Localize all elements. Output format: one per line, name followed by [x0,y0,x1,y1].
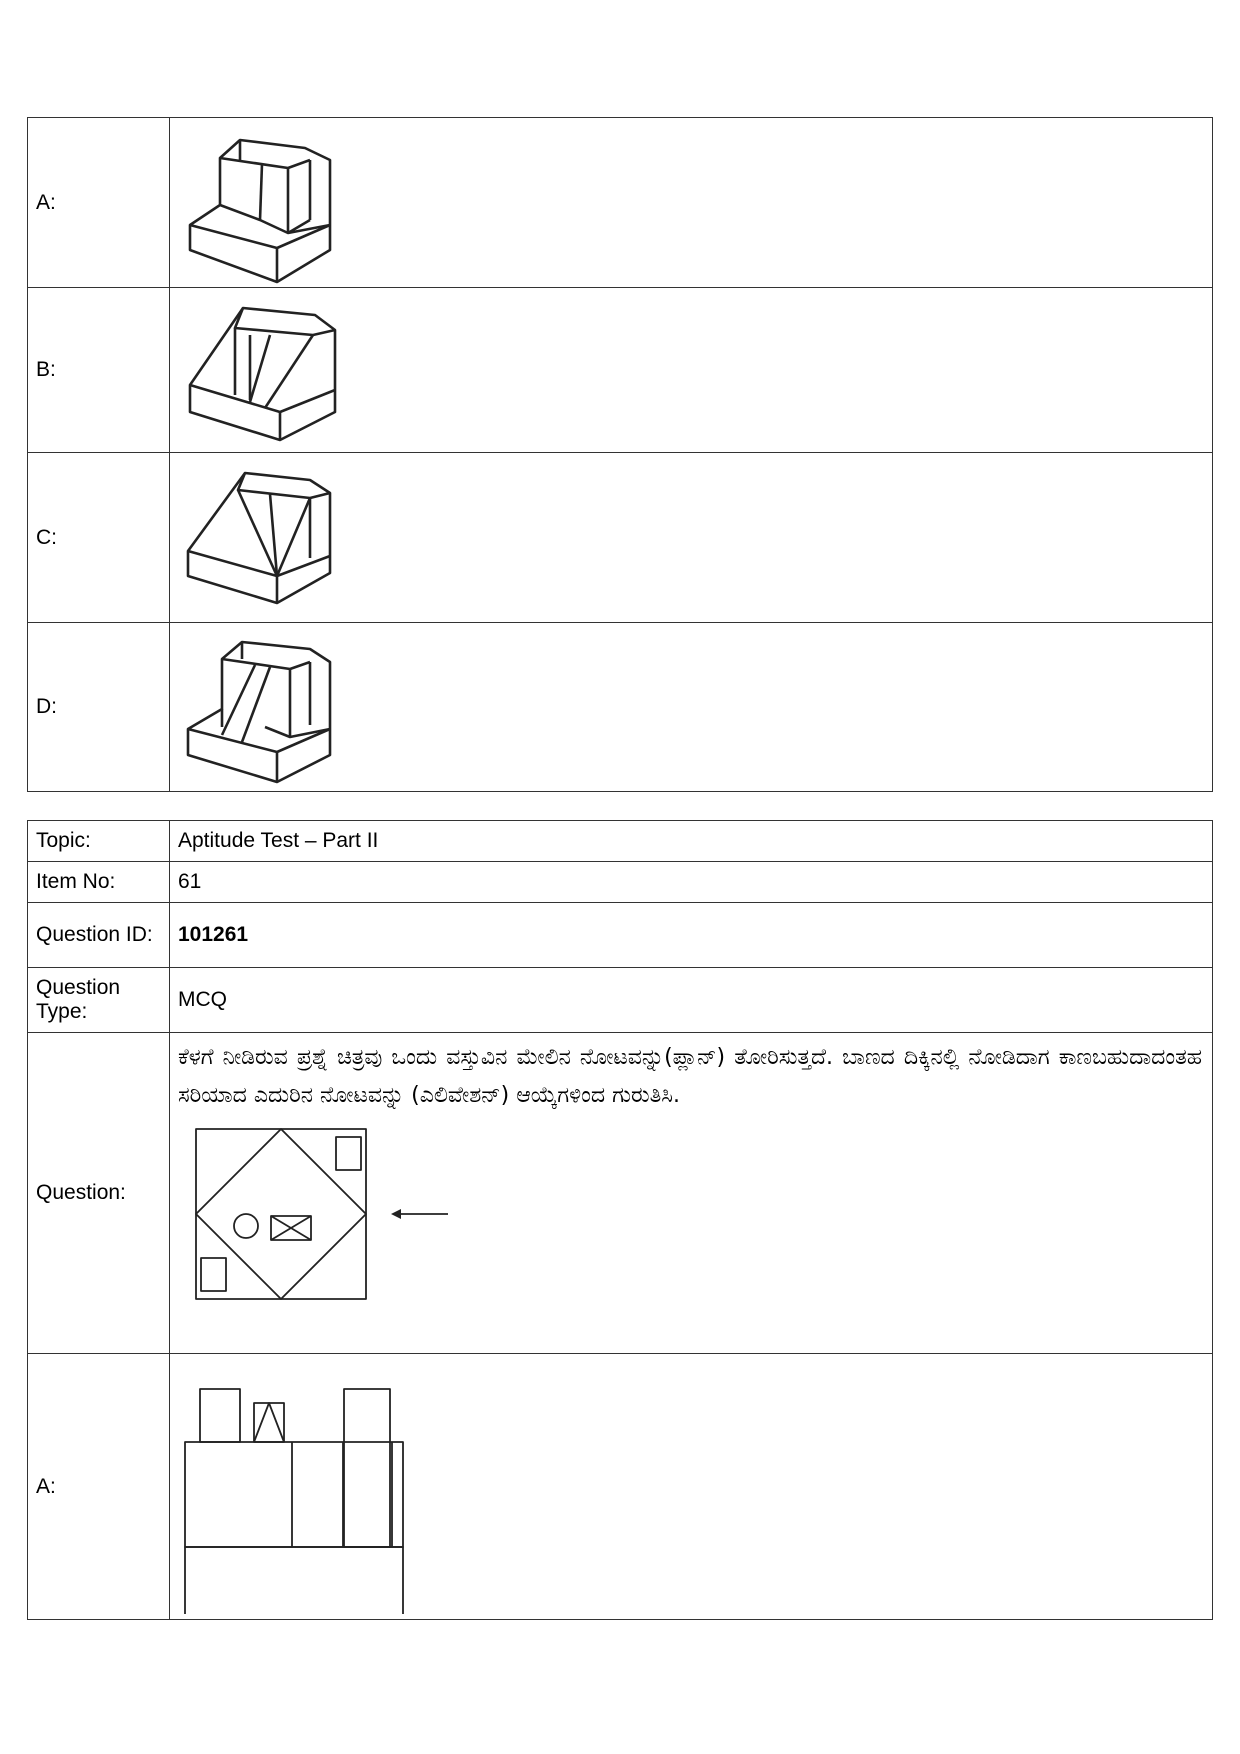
option-label: D: [28,623,170,792]
option-row-c [28,453,1213,623]
question-meta-table [27,820,1213,1620]
plan-view-figure [186,1121,486,1306]
question-id-value: 101261 [170,903,1213,968]
question-id-row [28,903,1213,968]
option-figure-cell [170,288,1213,453]
option-row-d [28,623,1213,792]
item-no-label: Item No: [28,862,170,903]
elevation-base [185,1547,403,1614]
question-text: ಕೆಳಗೆ ನೀಡಿರುವ ಪ್ರಶ್ನೆ ಚಿತ್ರವು ಒಂದು ವಸ್ತುವಿನ ಮೇಲಿನ ನೋಟವನ್ನು(ಪ್ಲಾನ್) ತೋರಿಸುತ್ತದೆ. ಬಾಣದ ದಿಕ್ಕಿನಲ್ಲಿ ನೋಡಿದಾಗ ಕಾಣಬಹುದಾದಂತಹ ಸರಿಯಾದ ಎದುರಿನ ನೋಟವನ್ನು (ಎಲಿವೇಶನ್) ಆಯ್ಕೆಗಳಿಂದ ಗುರುತಿಸಿ. [178,1045,1202,1108]
option-a-label: A: [28,1354,170,1620]
question-type-row [28,968,1213,1033]
option-label: A: [28,118,170,288]
plan-small-rect-bottom [201,1258,226,1291]
isometric-block-d-figure [170,627,370,787]
item-no-value: 61 [170,862,1213,903]
plan-circle [234,1214,258,1238]
option-figure-cell [170,453,1213,623]
option-a-row [28,1354,1213,1620]
question-cell [170,1033,1213,1354]
elevation-block-left [200,1389,240,1442]
question-type-label: Question Type: [28,968,170,1033]
options-table [27,117,1213,792]
plan-diamond [196,1129,366,1299]
isometric-block-b-figure [170,290,370,450]
question-label: Question: [28,1033,170,1354]
plan-outer-square [196,1129,366,1299]
plan-small-rect-top [336,1137,361,1170]
option-figure-cell [170,118,1213,288]
option-row-a [28,118,1213,288]
question-type-value: MCQ [170,968,1213,1033]
option-row-b [28,288,1213,453]
question-row [28,1033,1213,1354]
isometric-block-c-figure [170,458,370,618]
item-row [28,862,1213,903]
isometric-block-a-figure [170,120,370,285]
topic-value: Aptitude Test – Part II [170,821,1213,862]
topic-row [28,821,1213,862]
option-label: B: [28,288,170,453]
elevation-option-a-figure [182,1354,422,1614]
elevation-block-triangle [254,1403,284,1442]
elevation-tall-block [344,1389,390,1547]
option-a-cell [170,1354,1213,1620]
question-id-label: Question ID: [28,903,170,968]
elevation-body [185,1442,403,1547]
topic-label: Topic: [28,821,170,862]
option-label: C: [28,453,170,623]
option-figure-cell [170,623,1213,792]
